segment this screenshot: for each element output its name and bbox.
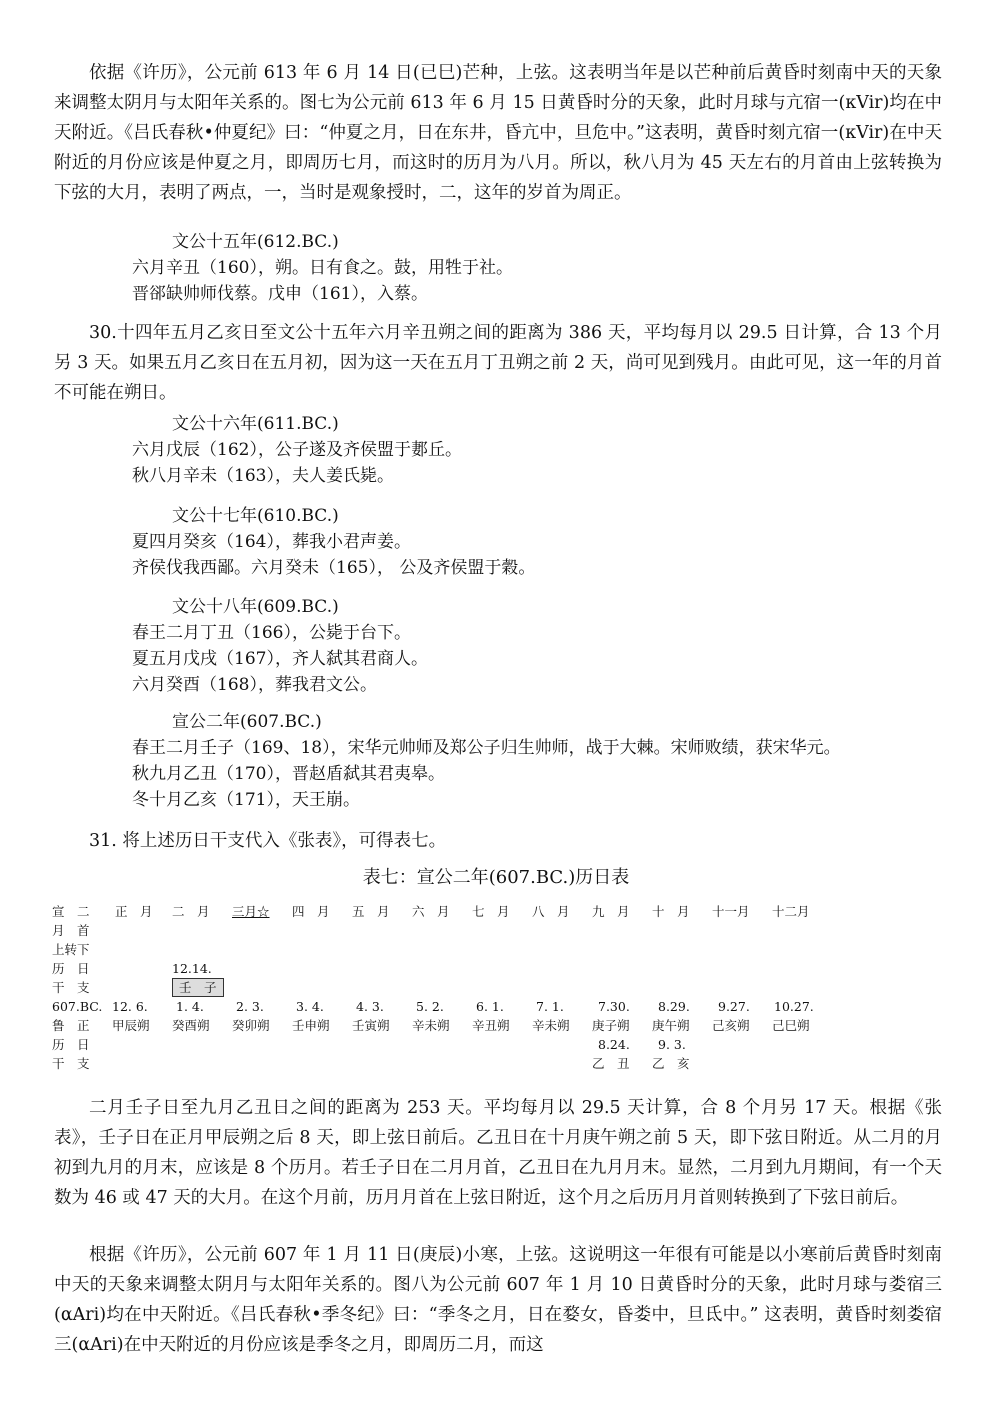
paragraph-4: 二月壬子日至九月乙丑日之间的距离为 253 天。平均每月以 29.5 天计算，合 8 个月另 17 天。根据《张表》，壬子日在正月甲辰朔之后 8 天，即上弦日前后。乙丑日在十月庚午朔之前 5 天，即下弦日附近。从二月的月初到九月的月末，应该是 8 个历月。若壬子日在二月月首，乙丑日在九月月末。显然，二月到九月期间，有一个天数为 46 或 47 天的大月。在这个月前，历月月首在上弦日附近，这个月之后历月月首则转换到了下弦日前后。	[54, 1098, 942, 1208]
entry-line: 六月癸酉（168），葬我君文公。	[132, 675, 377, 695]
entry-wengong-17	[132, 503, 972, 581]
row-label: 干 支	[52, 1056, 90, 1071]
entry-line: 六月戊辰（162），公子遂及齐侯盟于郪丘。	[132, 440, 462, 460]
entry-line: 秋九月乙丑（170），晋赵盾弑其君夷皋。	[132, 764, 445, 784]
date-cell: 2. 3.	[236, 999, 264, 1014]
row-label: 鲁 正	[52, 1018, 90, 1033]
shuo-cell: 己巳朔	[772, 1018, 810, 1033]
entry-heading: 宣公二年(607.BC.)	[172, 712, 322, 732]
row-label: 历 日	[52, 961, 90, 976]
date-cell: 1. 4.	[176, 999, 204, 1014]
month-header: 正 月	[115, 904, 153, 919]
ganzhi-cell: 乙 丑	[592, 1056, 630, 1071]
entry-line: 晋郤缺帅师伐蔡。戊申（161），入蔡。	[132, 284, 428, 304]
row-label: 上转下	[52, 942, 90, 957]
entry-wengong-16	[132, 411, 972, 489]
shuo-cell: 壬寅朔	[352, 1018, 390, 1033]
shuo-cell: 辛未朔	[412, 1018, 450, 1033]
month-header: 二 月	[172, 904, 210, 919]
table-row	[52, 959, 912, 978]
date-cell: 7.30.	[598, 999, 630, 1014]
date-cell: 3. 4.	[296, 999, 324, 1014]
entry-line: 秋八月辛未（163），夫人姜氏毙。	[132, 466, 394, 486]
row-label: 干 支	[52, 980, 90, 995]
row-label: 607.BC.	[52, 999, 103, 1014]
table-row	[52, 1054, 912, 1073]
ganzhi-cell: 乙 亥	[652, 1056, 690, 1071]
shuo-cell: 己亥朔	[712, 1018, 750, 1033]
entry-heading: 文公十五年(612.BC.)	[172, 232, 339, 252]
table-row	[52, 1035, 912, 1054]
shuo-cell: 庚子朔	[592, 1018, 630, 1033]
shuo-cell: 辛丑朔	[472, 1018, 510, 1033]
entry-line: 六月辛丑（160），朔。日有食之。鼓，用牲于社。	[132, 258, 513, 278]
paragraph-5: 根据《许历》，公元前 607 年 1 月 11 日(庚辰)小寒，上弦。这说明这一年很有可能是以小寒前后黄昏时刻南中天的天象来调整太阴月与太阳年关系的。图八为公元前 607 年 1 月 10 日黄昏时分的天象，此时月球与娄宿三(αAri)均在中天附近。《吕氏春秋•季冬纪》曰：“季冬之月，日在婺女，昏娄中，旦氐中。” 这表明，黄昏时刻娄宿三(αAri)在中天附近的月份应该是季冬之月，即周历二月，而这	[54, 1245, 942, 1355]
date-cell: 4. 3.	[356, 999, 384, 1014]
row-label: 历 日	[52, 1037, 90, 1052]
date-cell: 8.29.	[658, 999, 690, 1014]
date-cell: 9.27.	[718, 999, 750, 1014]
month-header: 十一月	[712, 904, 750, 919]
entry-wengong-15	[132, 229, 972, 307]
month-header: 五 月	[352, 904, 390, 919]
paragraph-2: 30.十四年五月乙亥日至文公十五年六月辛丑朔之间的距离为 386 天，平均每月以 29.5 日计算，合 13 个月另 3 天。如果五月乙亥日在五月初，因为这一天在五月丁丑朔之前 2 天，尚可见到残月。由此可见，这一年的月首不可能在朔日。	[54, 323, 942, 403]
shuo-cell: 壬申朔	[292, 1018, 330, 1033]
shuo-cell: 甲辰朔	[112, 1018, 150, 1033]
date-cell: 6. 1.	[476, 999, 504, 1014]
table-row	[52, 940, 912, 959]
date-cell: 5. 2.	[416, 999, 444, 1014]
table-row	[52, 921, 912, 940]
table-row	[52, 997, 912, 1016]
shuo-cell: 辛未朔	[532, 1018, 570, 1033]
date-cell: 12. 6.	[112, 999, 148, 1014]
table-title: 表七：宣公二年(607.BC.)历日表	[362, 867, 630, 888]
date-cell: 12.14.	[172, 961, 212, 976]
date-cell: 7. 1.	[536, 999, 564, 1014]
month-header: 三月☆	[232, 904, 270, 919]
entry-line: 夏五月戊戌（167），齐人弑其君商人。	[132, 649, 428, 669]
month-header: 七 月	[472, 904, 510, 919]
shuo-cell: 癸卯朔	[232, 1018, 270, 1033]
calendar-table	[52, 902, 912, 1073]
ganzhi-cell-highlighted: 壬 子	[172, 978, 224, 997]
entry-xuangong-2	[132, 709, 972, 813]
month-header: 八 月	[532, 904, 570, 919]
entry-wengong-18	[132, 594, 972, 698]
entry-line: 齐侯伐我西鄙。六月癸未（165）， 公及齐侯盟于穀。	[132, 558, 536, 578]
month-header: 九 月	[592, 904, 630, 919]
entry-line: 春王二月丁丑（166），公毙于台下。	[132, 623, 411, 643]
month-header: 六 月	[412, 904, 450, 919]
entry-heading: 文公十八年(609.BC.)	[172, 597, 339, 617]
paragraph-1: 依据《许历》，公元前 613 年 6 月 14 日(已巳)芒种，上弦。这表明当年是以芒种前后黄昏时刻南中天的天象来调整太阴月与太阳年关系的。图七为公元前 613 年 6 月 15 日黄昏时分的天象，此时月球与亢宿一(κVir)均在中天附近。《吕氏春秋•仲夏纪》曰：“仲夏之月，日在东井，昏亢中，旦危中。”这表明，黄昏时刻亢宿一(κVir)在中天附近的月份应该是仲夏之月，即周历七月，而这时的历月为八月。所以，秋八月为 45 天左右的月首由上弦转换为下弦的大月，表明了两点，一，当时是观象授时，二，这年的岁首为周正。	[54, 63, 942, 203]
table-header-row	[52, 902, 912, 921]
entry-line: 夏四月癸亥（164），葬我小君声姜。	[132, 532, 411, 552]
shuo-cell: 庚午朔	[652, 1018, 690, 1033]
table-row	[52, 978, 912, 997]
header-label: 宣 二	[52, 904, 90, 919]
table-row	[52, 1016, 912, 1035]
date-cell: 9. 3.	[658, 1037, 686, 1052]
row-label: 月 首	[52, 923, 90, 938]
entry-heading: 文公十六年(611.BC.)	[172, 414, 339, 434]
entry-line: 春王二月壬子（169、18），宋华元帅师及郑公子归生帅师，战于大棘。宋师败绩，获宋华元。	[132, 738, 841, 758]
month-header: 十二月	[772, 904, 810, 919]
paragraph-3: 31. 将上述历日干支代入《张表》，可得表七。	[89, 831, 447, 851]
shuo-cell: 癸酉朔	[172, 1018, 210, 1033]
month-header: 四 月	[292, 904, 330, 919]
entry-heading: 文公十七年(610.BC.)	[172, 506, 339, 526]
date-cell: 10.27.	[774, 999, 814, 1014]
date-cell: 8.24.	[598, 1037, 630, 1052]
month-header: 十 月	[652, 904, 690, 919]
entry-line: 冬十月乙亥（171），天王崩。	[132, 790, 360, 810]
